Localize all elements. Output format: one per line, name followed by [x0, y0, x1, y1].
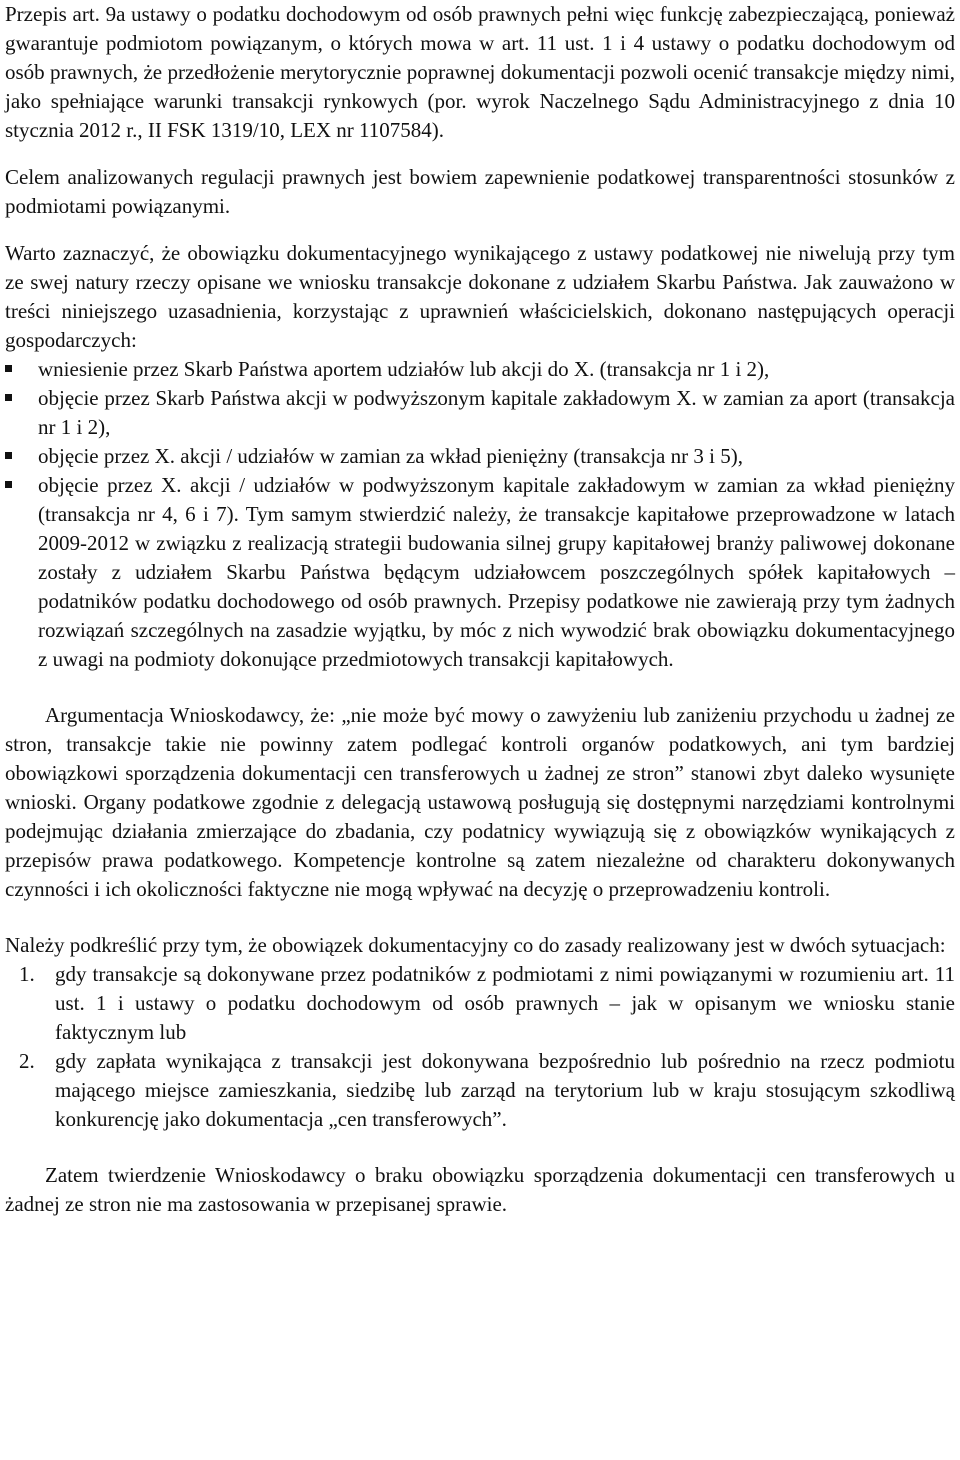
list-item: [5, 355, 955, 384]
numbered-list: [5, 960, 955, 1134]
list-item-text: objęcie przez Skarb Państwa akcji w podwyższonym kapitale zakładowym X. w zamian za aport (transakcja nr 1 i 2),: [38, 386, 955, 439]
document-page: [5, 0, 955, 1219]
paragraph: Przepis art. 9a ustawy o podatku dochodowym od osób prawnych pełni więc funkcję zabezpieczającą, ponieważ gwarantuje podmiotom powiązanym, o których mowa w art. 11 ust. 1 i 4 ustawy o podatku dochodowym od osób prawnych, że przedłożenie merytorycznie poprawnej dokumentacji pozwoli ocenić transakcje między nimi, jako spełniające warunki transakcji rynkowych (por. wyrok Naczelnego Sądu Administracyjnego z dnia 10 stycznia 2012 r., II FSK 1319/10, LEX nr 1107584).: [5, 2, 955, 142]
square-bullet-icon: [5, 365, 12, 372]
list-item: [5, 471, 955, 674]
list-item: [5, 960, 955, 1047]
square-bullet-icon: [5, 394, 12, 401]
list-item: [5, 1047, 955, 1134]
list-item-text: objęcie przez X. akcji / udziałów w podwyższonym kapitale zakładowym w zamian za wkład pieniężny (transakcja nr 4, 6 i 7). Tym samym stwierdzić należy, że transakcje kapitałowe przeprowadzone w latach 2009-2012 w związku z realizacją strategii budowania silnej grupy kapitałowej branży paliwowej dokonane zostały z udziałem Skarbu Państwa będącym udziałowcem poszczególnych spółek kapitałowych – podatników podatku dochodowego od osób prawnych. Przepisy podatkowe nie zawierają przy tym żadnych rozwiązań szczególnych na zasadzie wyjątku, by móc z nich wywodzić brak obowiązku dokumentacyjnego z uwagi na podmioty dokonujące przedmiotowych transakcji kapitałowych.: [38, 473, 955, 671]
square-bullet-icon: [5, 481, 12, 488]
list-number: 2.: [19, 1049, 35, 1073]
bullet-list: [5, 355, 955, 674]
list-item: [5, 442, 955, 471]
list-number: 1.: [19, 962, 35, 986]
paragraph: Argumentacja Wnioskodawcy, że: „nie może być mowy o zawyżeniu lub zaniżeniu przychodu u żadnej ze stron, transakcje takie nie powinny zatem podlegać kontroli organów podatkowych, ani tym bardziej obowiązkowi sporządzenia dokumentacji cen transferowych u żadnej ze stron” stanowi zbyt daleko wysunięte wnioski. Organy podatkowe zgodnie z delegacją ustawową posługują się dostępnymi narzędziami kontrolnymi podejmując działania zmierzające do zbadania, czy podatnicy wywiązują się z obowiązków wynikających z przepisów prawa podatkowego. Kompetencje kontrolne są zatem niezależne od charakteru dokonywanych czynności i ich okoliczności faktyczne nie mogą wpływać na decyzję o przeprowadzeniu kontroli.: [5, 703, 955, 901]
list-item-text: objęcie przez X. akcji / udziałów w zamian za wkład pieniężny (transakcja nr 3 i 5),: [38, 444, 743, 468]
paragraph: Należy podkreślić przy tym, że obowiązek dokumentacyjny co do zasady realizowany jest w dwóch sytuacjach:: [5, 933, 946, 957]
list-item: [5, 384, 955, 442]
list-item-text: gdy transakcje są dokonywane przez podatników z podmiotami z nimi powiązanymi w rozumieniu art. 11 ust. 1 i ustawy o podatku dochodowym od osób prawnych – jak w opisanym we wniosku stanie faktycznym lub: [55, 962, 955, 1044]
list-item-text: wniesienie przez Skarb Państwa aportem udziałów lub akcji do X. (transakcja nr 1 i 2),: [38, 357, 770, 381]
paragraph: Celem analizowanych regulacji prawnych jest bowiem zapewnienie podatkowej transparentności stosunków z podmiotami powiązanymi.: [5, 165, 955, 218]
paragraph: Zatem twierdzenie Wnioskodawcy o braku obowiązku sporządzenia dokumentacji cen transferowych u żadnej ze stron nie ma zastosowania w przepisanej sprawie.: [5, 1163, 955, 1216]
paragraph: Warto zaznaczyć, że obowiązku dokumentacyjnego wynikającego z ustawy podatkowej nie niwelują przy tym ze swej natury rzeczy opisane we wniosku transakcje dokonane z udziałem Skarbu Państwa. Jak zauważono w treści niniejszego uzasadnienia, korzystając z uprawnień właścicielskich, dokonano następujących operacji gospodarczych:: [5, 241, 955, 352]
list-item-text: gdy zapłata wynikająca z transakcji jest dokonywana bezpośrednio lub pośrednio na rzecz podmiotu mającego miejsce zamieszkania, siedzibę lub zarząd na terytorium lub w kraju stosującym szkodliwą konkurencję jako dokumentacja „cen transferowych”.: [55, 1049, 955, 1131]
square-bullet-icon: [5, 452, 12, 459]
